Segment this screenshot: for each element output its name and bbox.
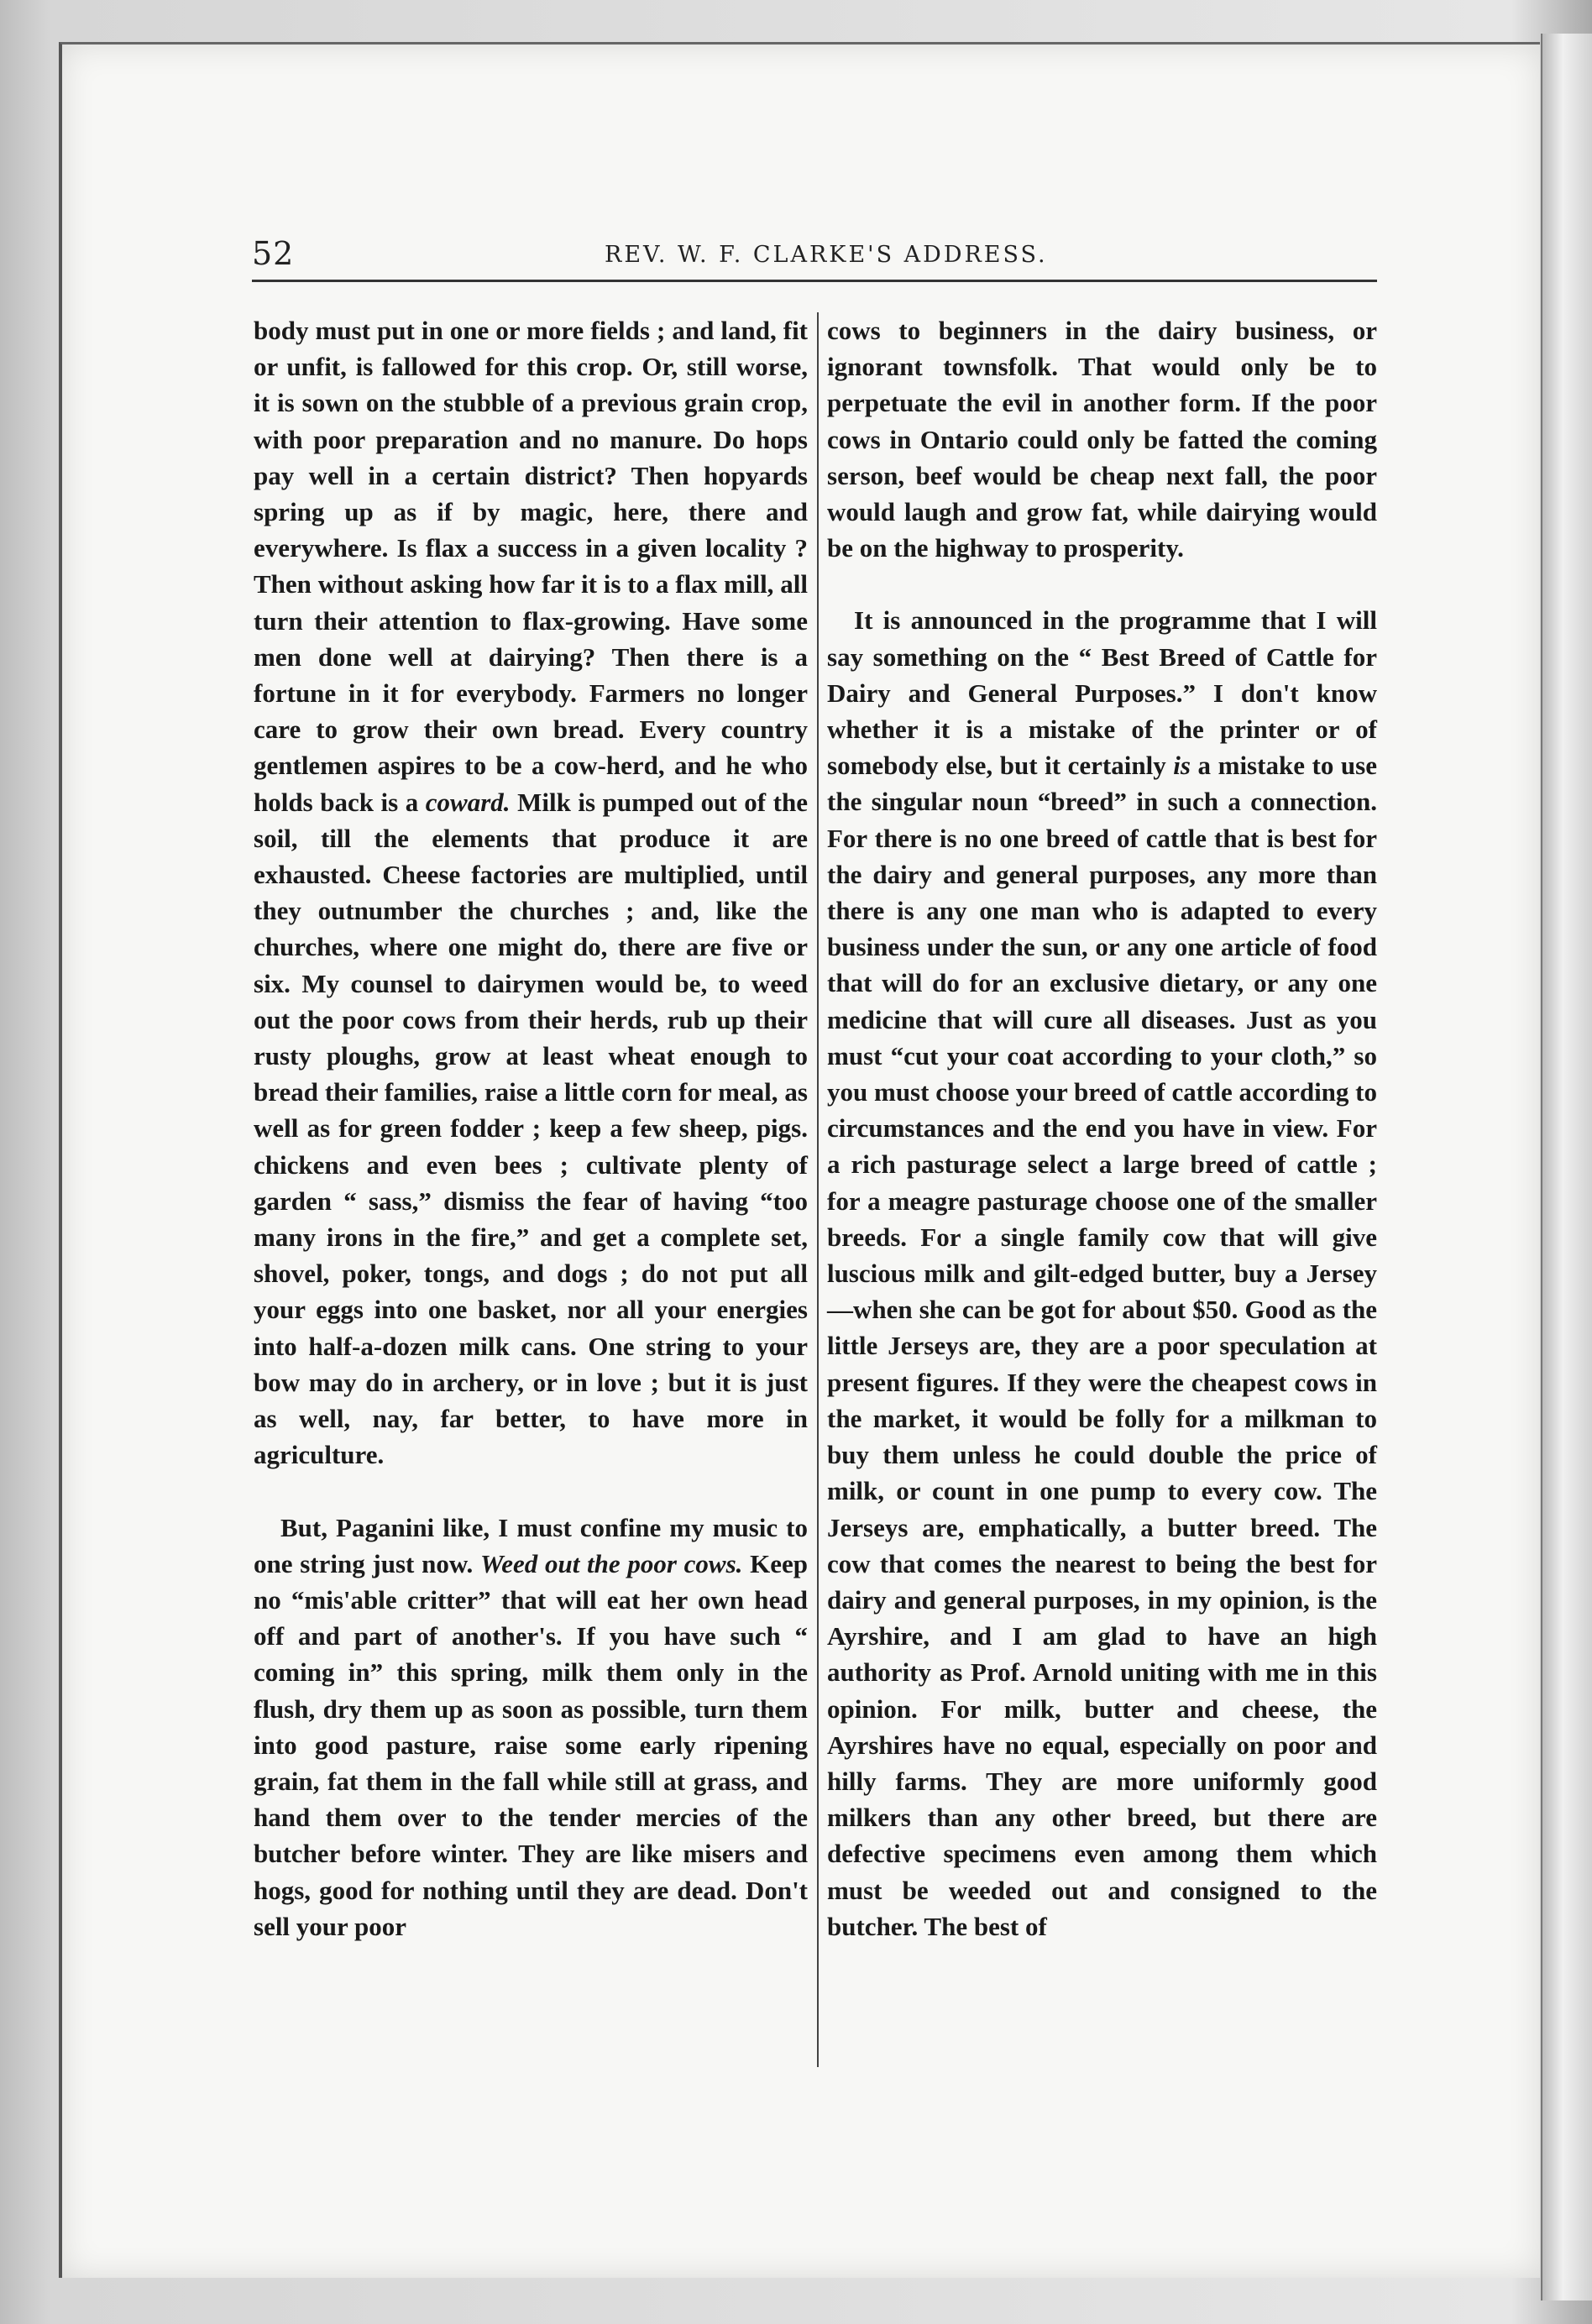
paragraph bbox=[254, 312, 808, 1473]
text-run: It is announced in the programme that I will say something on the “ Best Breed of Cattle for Dairy and General Purposes.” I don't know whether it is a mistake of the printer or of somebody else, but it certainly bbox=[827, 605, 1377, 781]
right-column bbox=[827, 312, 1377, 2092]
page-number: 52 bbox=[252, 235, 295, 272]
text-run: But, Paganini like, I must confine my music to one string just now. bbox=[254, 1512, 808, 1578]
italic-text: is bbox=[1173, 751, 1191, 781]
text-run: Milk is pumped out of the soil, till the elements that produce it are exhausted. Cheese factories are multiplied, until they outnumber the churches ; and, like the churches, where one might do, there are five or six. My counsel to dairymen would be, to weed out the poor cows from their herds, rub up their rusty ploughs, grow at least wheat enough to bread their families, raise a little corn for meal, as well as for green fodder ; keep a few sheep, pigs. chickens and even bees ; cultivate plenty of garden “ sass,” dismiss the fear of having “too many irons in the fire,” and get a complete set, shovel, poker, tongs, and dogs ; do not put all your eggs into one basket, nor all your energies into half-a-dozen milk cans. One string to your bow may do in archery, or in love ; but it is just as well, nay, far better, to have more in agriculture. bbox=[254, 787, 808, 1470]
header-rule bbox=[252, 280, 1377, 282]
left-column bbox=[254, 312, 808, 2092]
page-header bbox=[252, 235, 1377, 277]
paragraph bbox=[827, 602, 1377, 1945]
text-run: Keep no “mis'able critter” that will eat her own head off and part of another's. If you have such “ coming in” this spring, milk them only in the flush, dry them up as soon as possible, turn them into good pasture, raise some early ripening grain, fat them in the fall while still at grass, and hand them over to the tender mercies of the butcher before winter. They are like misers and hogs, good for nothing until they are dead. Don't sell your poor bbox=[254, 1548, 809, 1941]
italic-text: Weed out the poor cows. bbox=[479, 1548, 743, 1578]
running-title: REV. W. F. CLARKE'S ADDRESS. bbox=[605, 242, 1048, 268]
column-divider bbox=[817, 312, 819, 2067]
italic-text: coward. bbox=[425, 787, 511, 817]
paragraph bbox=[254, 1510, 808, 1945]
text-run: a mistake to use the singular noun “breed” in such a connection. For there is no one breed of cattle that is best for the dairy and general purposes, any more than there is any one man who is adapted to every business under the sun, or any one article of food that will do for an exclusive dietary, or any one medicine that will cure all diseases. Just as you must “cut your coat according to your cloth,” so you must choose your breed of cattle according to circumstances and the end you have in view. For a rich pasturage select a large breed of cattle ; for a meagre pasturage choose one of the smaller breeds. For a single family cow that will give luscious milk and gilt-edged butter, buy a Jersey—when she can be got for about $50. Good as the little Jerseys are, they are a poor speculation at present figures. If they were the cheapest cows in the market, it would be folly for a milkman to buy them unless he could double the price of milk, or count in one pump to every cow. The Jerseys are, emphatically, a butter breed. The cow that comes the nearest to being the best for dairy and general purposes, in my opinion, is the Ayrshire, and I am glad to have an high authority as Prof. Arnold uniting with me in this opinion. For milk, butter and cheese, the Ayrshires have no equal, especially on poor and hilly farms. They are more uniformly good milkers than any other breed, but there are defective specimens even among them which must be weeded out and consigned to the butcher. The best of bbox=[827, 751, 1377, 1941]
adjacent-page-edge bbox=[1541, 34, 1592, 2300]
paragraph: cows to beginners in the dairy business, or ignorant townsfolk. That would only be to perpetuate the evil in another form. If the poor cows in Ontario could only be fatted the coming serson, beef would be cheap next fall, the poor would laugh and grow fat, while dairying would be on the highway to prosperity. bbox=[827, 316, 1377, 563]
text-run: body must put in one or more fields ; and land, fit or unfit, is fallowed for this crop. Or, still worse, it is sown on the stubble of a previous grain crop, with poor preparation and no manure. Do hops pay well in a certain district? Then hopyards spring up as if by magic, here, there and everywhere. Is flax a success in a given locality ? Then without asking how far it is to a flax mill, all turn their attention to flax-growing. Have some men done well at dairying? Then there is a fortune in it for everybody. Farmers no longer care to grow their own bread. Every country gentlemen aspires to be a cow-herd, and he who holds back is a bbox=[254, 316, 808, 817]
